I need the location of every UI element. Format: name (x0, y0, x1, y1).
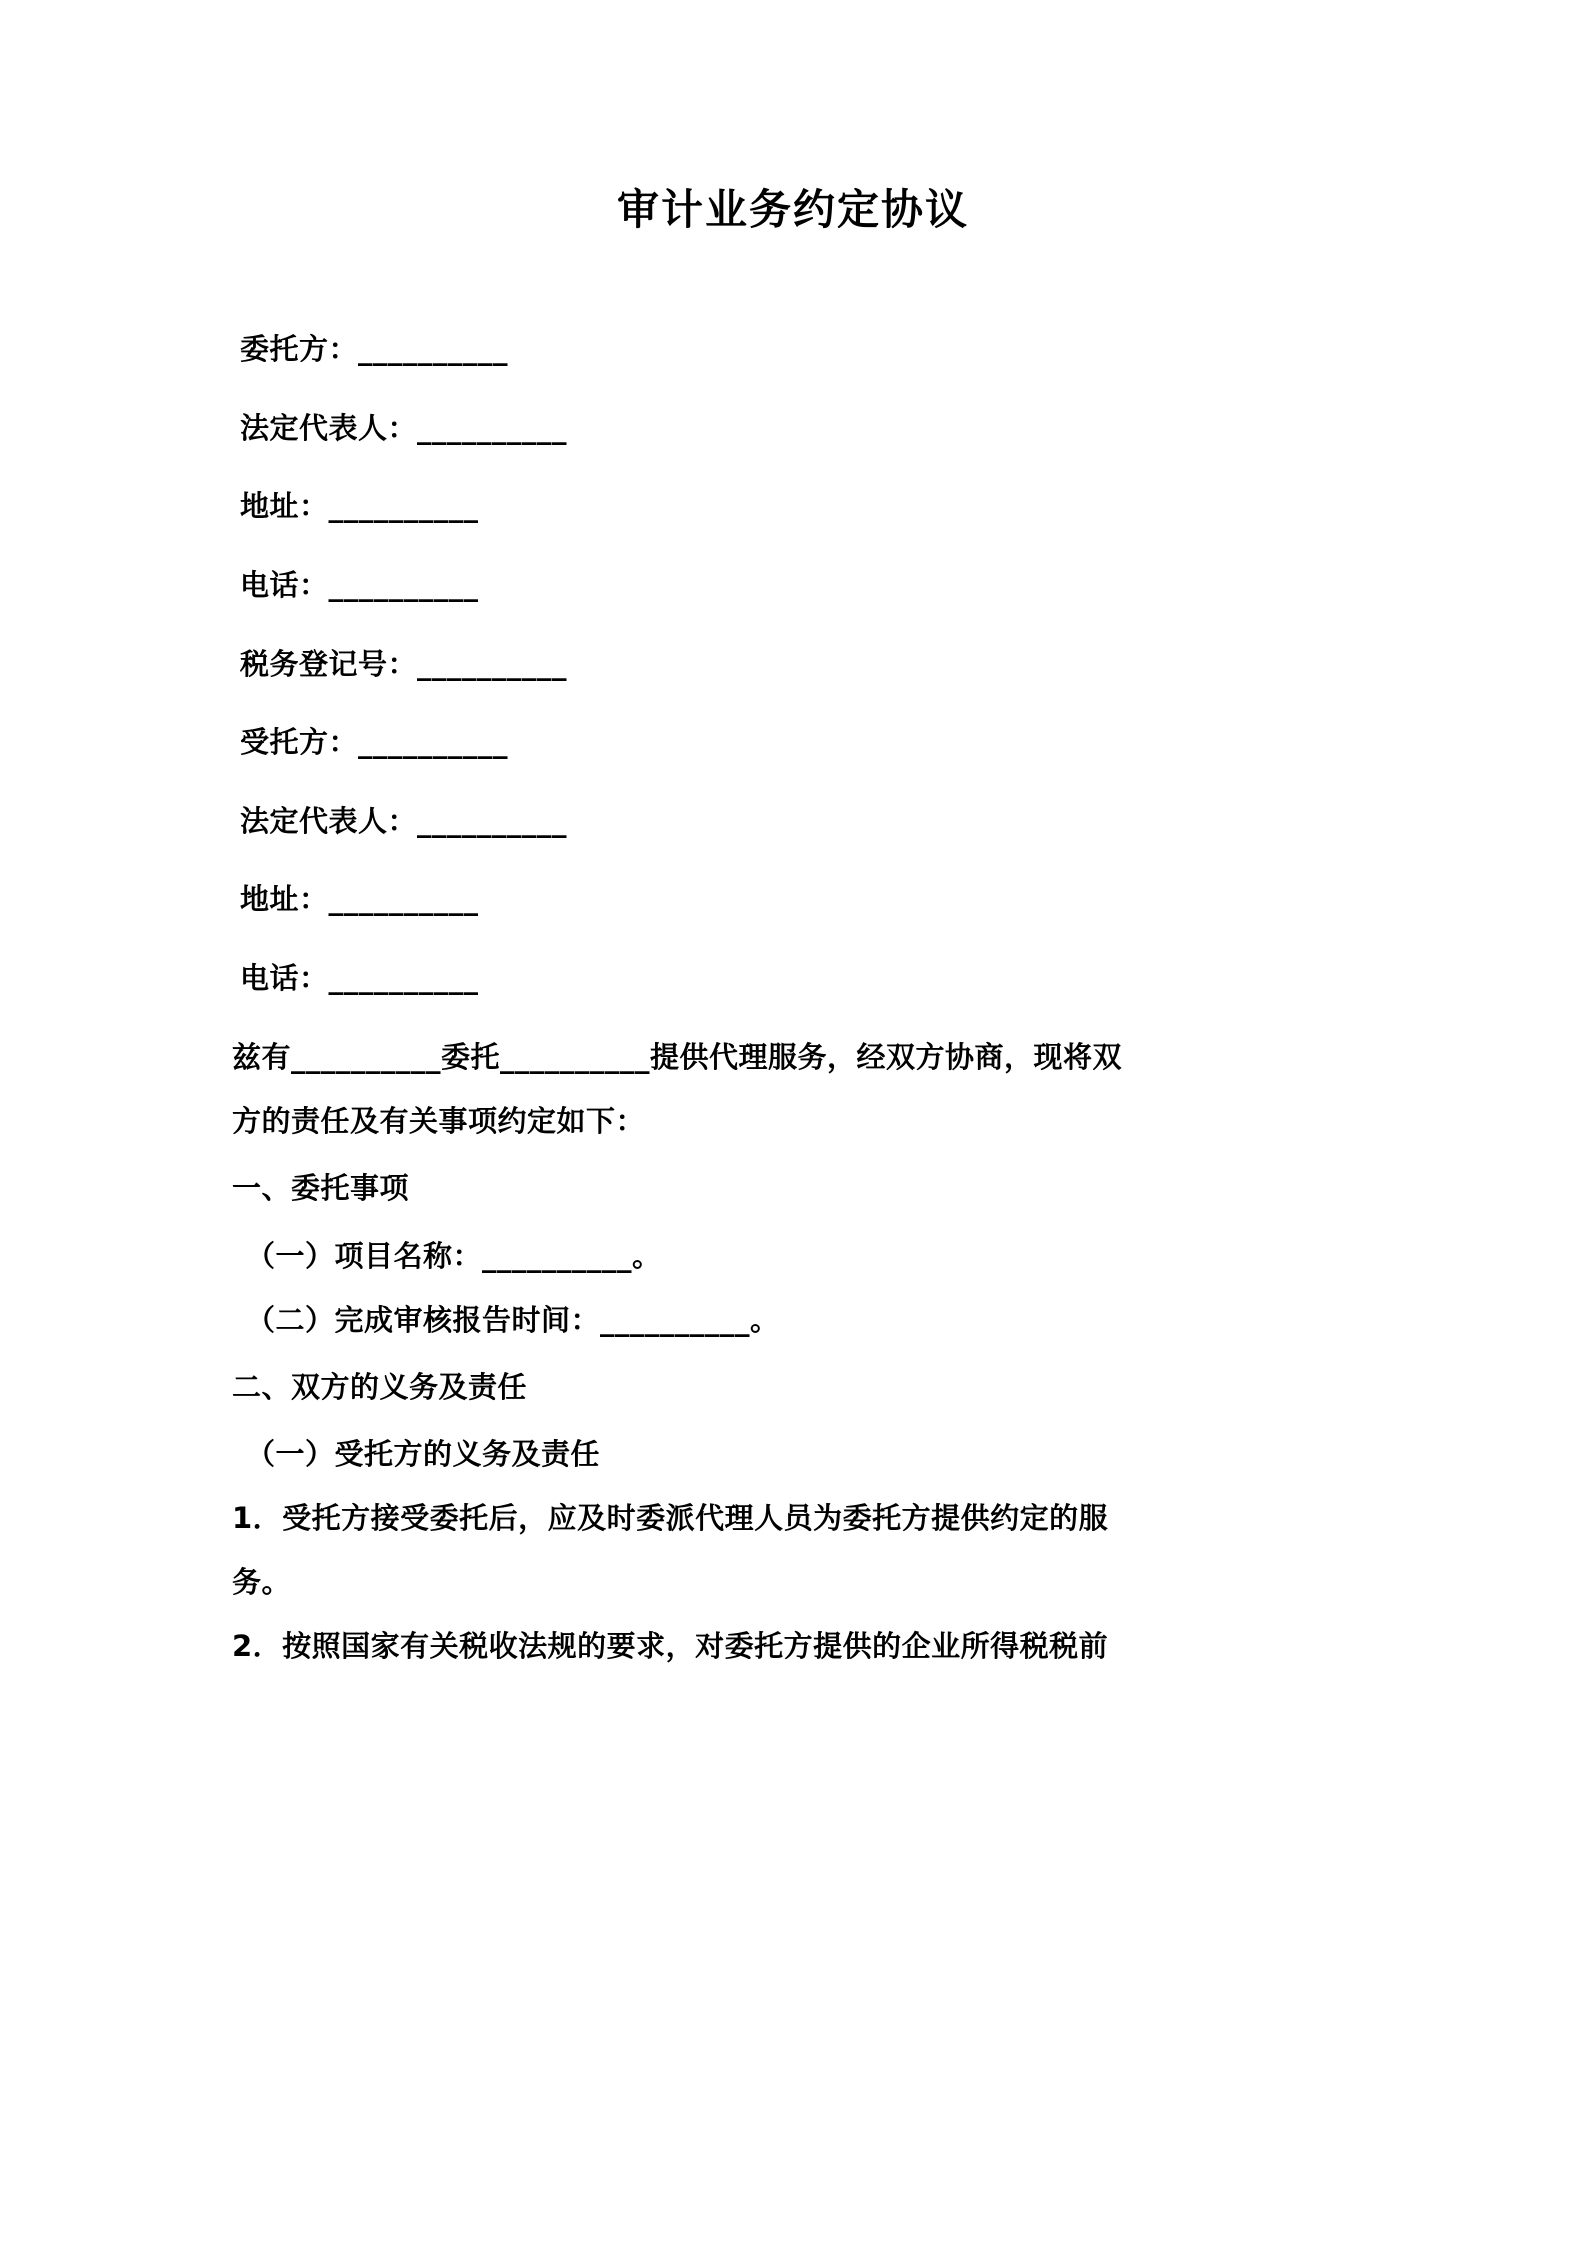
field-agent-legal-rep: 法定代表人：__________ (240, 803, 568, 838)
field-agent-phone: 电话：__________ (240, 960, 479, 995)
field-tax-registration-number: 税务登记号：__________ (240, 646, 568, 681)
field-agent-address: 地址：__________ (240, 882, 479, 917)
field-client-address: 地址：__________ (240, 489, 479, 524)
preamble-line-2: 方的责任及有关事项约定如下： (232, 1104, 646, 1139)
section-item-project-name: （一）项目名称：__________。 (246, 1238, 662, 1273)
preamble-line-1: 兹有__________委托__________提供代理服务，经双方协商，现将双 (232, 1040, 1123, 1075)
field-client-name: 委托方：__________ (240, 332, 509, 367)
clause-1-line-2: 务。 (232, 1565, 292, 1600)
section-item-report-time: （二）完成审核报告时间：__________。 (246, 1302, 780, 1337)
section-item-agent-duties: （一）受托方的义务及责任 (246, 1437, 601, 1472)
field-client-legal-rep: 法定代表人：__________ (240, 410, 568, 445)
field-client-phone: 电话：__________ (240, 568, 479, 603)
page-title: 审计业务约定协议 (616, 185, 969, 234)
clause-2-line-1: 2．按照国家有关税收法规的要求，对委托方提供的企业所得税税前 (232, 1629, 1109, 1664)
field-agent-name: 受托方：__________ (240, 725, 509, 760)
document-body (232, 321, 1354, 1675)
section-heading-2: 二、双方的义务及责任 (232, 1369, 528, 1404)
section-heading-1: 一、委托事项 (232, 1171, 410, 1206)
clause-1-line-1: 1．受托方接受委托后，应及时委派代理人员为委托方提供约定的服 (232, 1501, 1109, 1536)
